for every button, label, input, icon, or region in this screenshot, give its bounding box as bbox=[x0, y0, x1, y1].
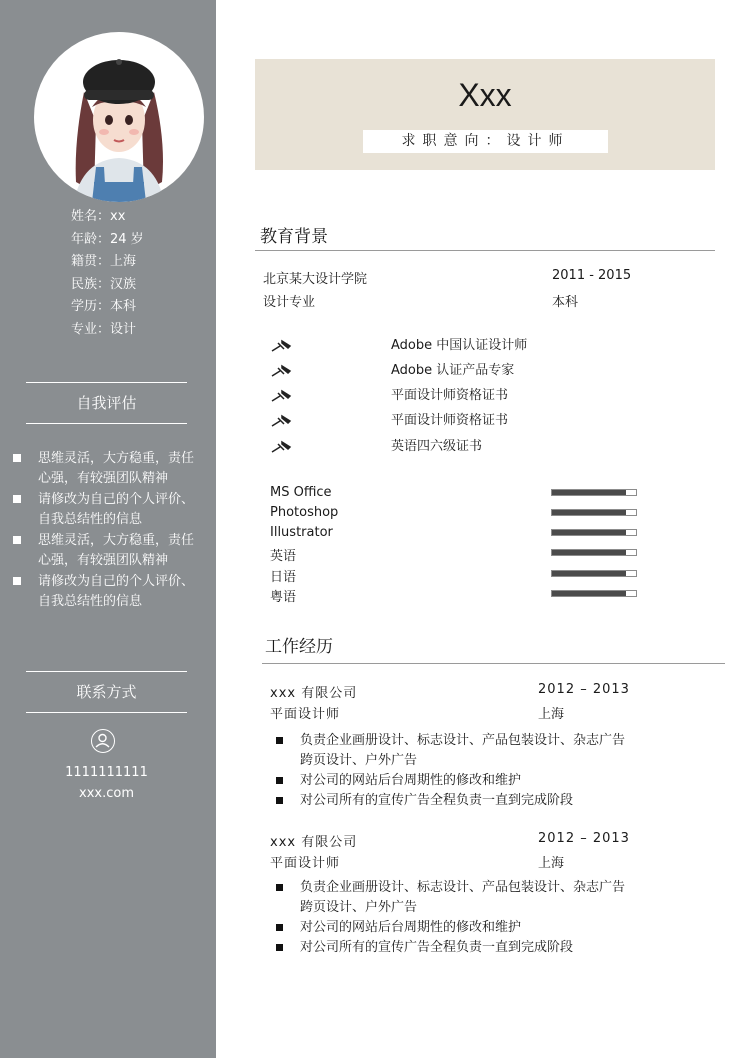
skill-bar-fill bbox=[552, 510, 626, 515]
skill-name: MS Office bbox=[270, 485, 332, 500]
skill-bar bbox=[551, 529, 637, 536]
user-icon bbox=[91, 729, 115, 753]
certificate-item: 平面设计师资格证书 bbox=[391, 413, 509, 428]
job-company: xxx 有限公司 bbox=[270, 686, 358, 701]
certificate-item: Adobe 中国认证设计师 bbox=[391, 338, 528, 353]
skill-bar bbox=[551, 549, 637, 556]
job-location: 上海 bbox=[538, 707, 565, 722]
skill-bar bbox=[551, 590, 637, 597]
skill-bar bbox=[551, 489, 637, 496]
certificate-icon bbox=[270, 364, 292, 378]
education-school: 北京某大设计学院 bbox=[263, 272, 368, 287]
info-education: 学历：本科 bbox=[71, 299, 137, 315]
info-name: 姓名：xx bbox=[71, 209, 126, 224]
job-duty: 对公司所有的宣传广告全程负责一直到完成阶段 bbox=[275, 791, 635, 811]
certificate-icon bbox=[270, 440, 292, 454]
skill-bar-fill bbox=[552, 591, 626, 596]
education-years: 2011 - 2015 bbox=[552, 268, 632, 283]
job-years: 2012 – 2013 bbox=[538, 682, 630, 697]
work-divider bbox=[262, 663, 725, 664]
work-title: 工作经历 bbox=[265, 637, 333, 657]
contact-email: xxx.com bbox=[79, 786, 134, 801]
self-eval-item: 请修改为自己的个人评价、自我总结性的信息 bbox=[12, 572, 202, 612]
skill-bar-fill bbox=[552, 571, 626, 576]
self-eval-item: 思维灵活，大方稳重，责任心强，有较强团队精神 bbox=[12, 449, 202, 489]
education-title: 教育背景 bbox=[260, 227, 328, 247]
job-duty: 负责企业画册设计、标志设计、产品包装设计、杂志广告跨页设计、户外广告 bbox=[275, 878, 635, 918]
education-degree: 本科 bbox=[552, 295, 579, 310]
job-duty: 对公司所有的宣传广告全程负责一直到完成阶段 bbox=[275, 938, 635, 958]
job-intent: 求职意向：设计师 bbox=[363, 130, 608, 153]
contact-title: 联系方式 bbox=[26, 671, 187, 713]
skill-bar-fill bbox=[552, 550, 626, 555]
skill-name: 粤语 bbox=[270, 590, 297, 605]
avatar bbox=[34, 32, 204, 202]
skill-name: Illustrator bbox=[270, 525, 333, 540]
skill-name: 英语 bbox=[270, 549, 297, 564]
header-box bbox=[255, 59, 715, 170]
self-eval-list bbox=[12, 449, 202, 613]
sidebar bbox=[0, 0, 216, 1058]
info-age: 年龄：24 岁 bbox=[71, 231, 144, 247]
skill-name: 日语 bbox=[270, 570, 297, 585]
personal-info bbox=[71, 206, 144, 342]
job-duties bbox=[275, 731, 635, 811]
self-eval-item: 思维灵活，大方稳重，责任心强，有较强团队精神 bbox=[12, 531, 202, 571]
skill-bar-fill bbox=[552, 490, 626, 495]
certificate-item: 平面设计师资格证书 bbox=[391, 388, 509, 403]
avatar-illustration bbox=[34, 32, 204, 202]
candidate-name: Xxx bbox=[458, 77, 512, 113]
job-position: 平面设计师 bbox=[270, 707, 341, 722]
job-years: 2012 – 2013 bbox=[538, 831, 630, 846]
job-location: 上海 bbox=[538, 856, 565, 871]
skill-bar bbox=[551, 509, 637, 516]
skill-name: Photoshop bbox=[270, 505, 339, 520]
certificate-item: 英语四六级证书 bbox=[391, 439, 483, 454]
self-eval-title: 自我评估 bbox=[26, 382, 187, 424]
certificate-icon bbox=[270, 389, 292, 403]
job-duty: 对公司的网站后台周期性的修改和维护 bbox=[275, 771, 635, 791]
contact-phone: 1111111111 bbox=[65, 765, 148, 780]
job-duty: 对公司的网站后台周期性的修改和维护 bbox=[275, 918, 635, 938]
info-major: 专业：设计 bbox=[71, 321, 137, 337]
skill-bar bbox=[551, 570, 637, 577]
info-hometown: 籍贯：上海 bbox=[71, 254, 137, 270]
certificate-icon bbox=[270, 414, 292, 428]
job-company: xxx 有限公司 bbox=[270, 835, 358, 850]
education-divider bbox=[255, 250, 715, 251]
education-major: 设计专业 bbox=[263, 295, 316, 310]
skill-bar-fill bbox=[552, 530, 626, 535]
job-position: 平面设计师 bbox=[270, 856, 341, 871]
job-duties bbox=[275, 878, 635, 958]
self-eval-item: 请修改为自己的个人评价、自我总结性的信息 bbox=[12, 490, 202, 530]
job-duty: 负责企业画册设计、标志设计、产品包装设计、杂志广告跨页设计、户外广告 bbox=[275, 731, 635, 771]
certificate-icon bbox=[270, 339, 292, 353]
info-ethnicity: 民族：汉族 bbox=[71, 276, 137, 292]
certificate-item: Adobe 认证产品专家 bbox=[391, 363, 515, 378]
